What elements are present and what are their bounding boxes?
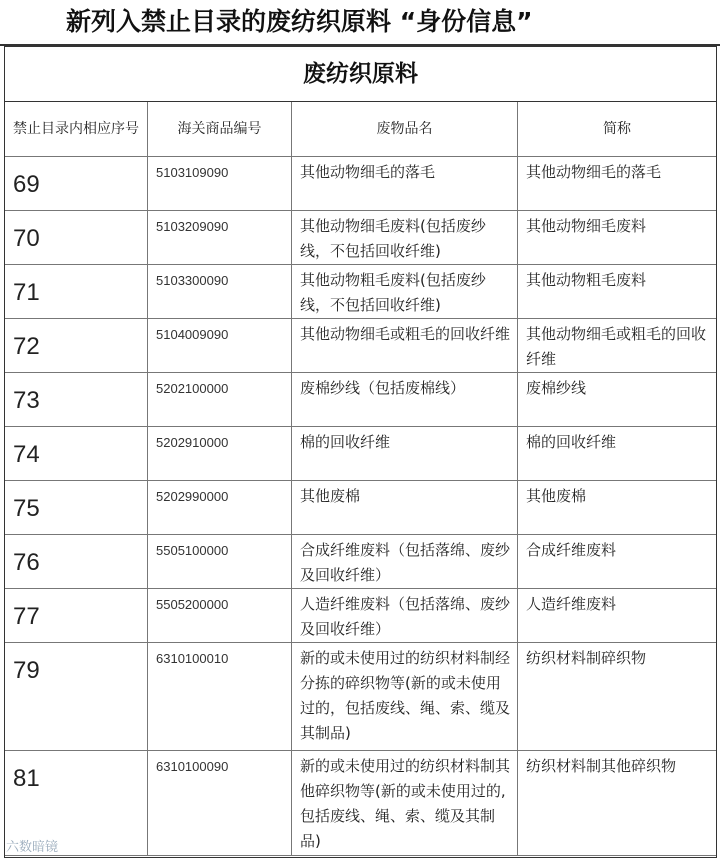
row-short: 废棉纱线 xyxy=(518,373,716,427)
row-name: 其他动物细毛或粗毛的回收纤维 xyxy=(292,319,518,373)
row-name: 新的或未使用过的纺织材料制经分拣的碎织物等(新的或未使用过的，包括废线、绳、索、缆及其制品) xyxy=(292,643,518,751)
table-title: 废纺织原料 xyxy=(5,47,716,102)
row-short: 其他动物粗毛废料 xyxy=(518,265,716,319)
row-serial: 71 xyxy=(5,265,148,319)
row-serial: 72 xyxy=(5,319,148,373)
header-code: 海关商品编号 xyxy=(148,102,292,157)
row-name: 人造纤维废料（包括落绵、废纱及回收纤维） xyxy=(292,589,518,643)
row-name: 其他动物细毛废料(包括废纱线，不包括回收纤维) xyxy=(292,211,518,265)
table-frame xyxy=(4,46,717,858)
row-serial: 75 xyxy=(5,481,148,535)
row-serial: 69 xyxy=(5,157,148,211)
row-code: 5505200000 xyxy=(148,589,292,643)
page-title: 新列入禁止目录的废纺织原料 “身份信息” xyxy=(0,0,720,46)
row-name: 其他动物细毛的落毛 xyxy=(292,157,518,211)
header-serial: 禁止目录内相应序号 xyxy=(5,102,148,157)
row-short: 其他动物细毛或粗毛的回收纤维 xyxy=(518,319,716,373)
data-table xyxy=(5,102,716,856)
row-code: 6310100010 xyxy=(148,643,292,751)
row-serial: 70 xyxy=(5,211,148,265)
row-code: 5505100000 xyxy=(148,535,292,589)
row-name: 废棉纱线（包括废棉线） xyxy=(292,373,518,427)
header-name: 废物品名 xyxy=(292,102,518,157)
row-code: 5103209090 xyxy=(148,211,292,265)
row-serial: 79 xyxy=(5,643,148,751)
row-name: 合成纤维废料（包括落绵、废纱及回收纤维） xyxy=(292,535,518,589)
row-short: 其他动物细毛废料 xyxy=(518,211,716,265)
row-serial: 77 xyxy=(5,589,148,643)
row-serial: 74 xyxy=(5,427,148,481)
row-serial: 81 xyxy=(5,751,148,856)
row-serial: 73 xyxy=(5,373,148,427)
row-name: 棉的回收纤维 xyxy=(292,427,518,481)
row-name: 其他废棉 xyxy=(292,481,518,535)
row-code: 5202990000 xyxy=(148,481,292,535)
row-code: 5104009090 xyxy=(148,319,292,373)
row-short: 合成纤维废料 xyxy=(518,535,716,589)
header-short: 简称 xyxy=(518,102,716,157)
row-short: 棉的回收纤维 xyxy=(518,427,716,481)
row-short: 纺织材料制其他碎织物 xyxy=(518,751,716,856)
row-code: 5202100000 xyxy=(148,373,292,427)
row-short: 人造纤维废料 xyxy=(518,589,716,643)
row-name: 其他动物粗毛废料(包括废纱线，不包括回收纤维) xyxy=(292,265,518,319)
row-short: 纺织材料制碎织物 xyxy=(518,643,716,751)
row-code: 6310100090 xyxy=(148,751,292,856)
watermark-text: 六数暗镜 xyxy=(6,840,59,855)
row-short: 其他废棉 xyxy=(518,481,716,535)
row-short: 其他动物细毛的落毛 xyxy=(518,157,716,211)
row-code: 5202910000 xyxy=(148,427,292,481)
row-code: 5103109090 xyxy=(148,157,292,211)
row-serial: 76 xyxy=(5,535,148,589)
row-name: 新的或未使用过的纺织材料制其他碎织物等(新的或未使用过的,包括废线、绳、索、缆及其制品) xyxy=(292,751,518,856)
row-code: 5103300090 xyxy=(148,265,292,319)
